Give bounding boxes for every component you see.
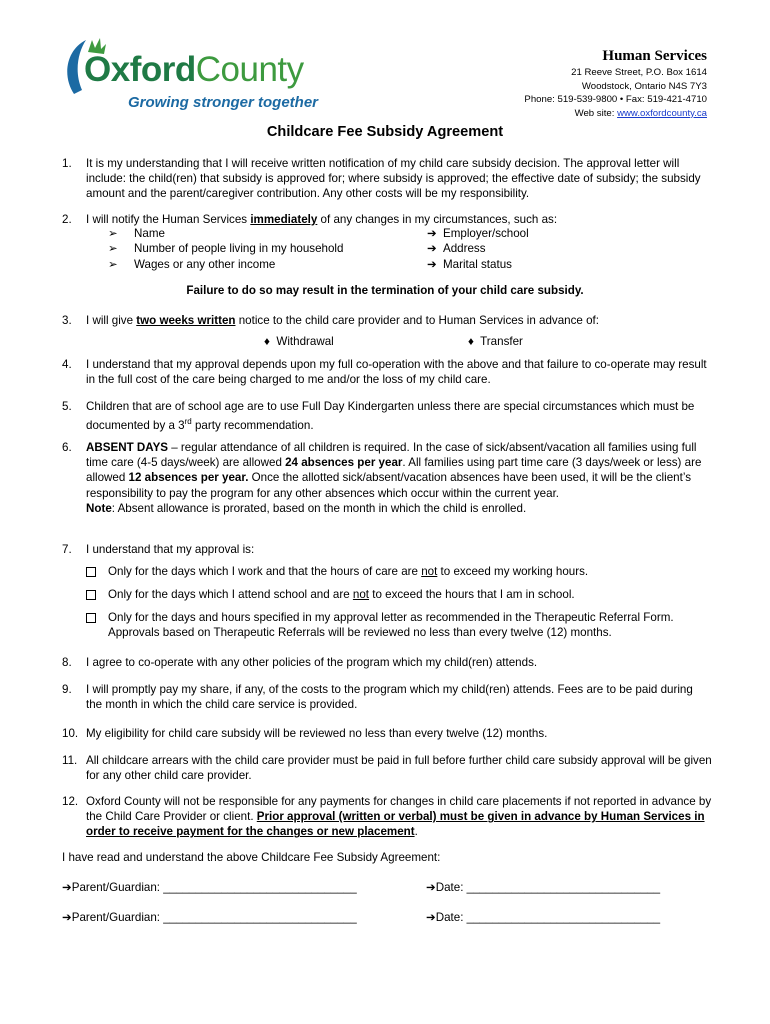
- clause-8: 8. I agree to co-operate with any other policies of the program which my child(ren) attends.: [62, 656, 538, 669]
- clause-11: 11. All childcare arrears with the child care provider must be paid in full before further child care subsidy approval will be given for any other child care provider.: [62, 754, 712, 783]
- clause-2-right-bullets: [427, 226, 529, 272]
- list-item: ➔ Address: [427, 242, 486, 256]
- checkbox[interactable]: [86, 613, 96, 623]
- checkbox[interactable]: [86, 590, 96, 600]
- parent-guardian-signature-1[interactable]: ➔Parent/Guardian: ______________________________: [62, 881, 357, 894]
- address-line-2: Woodstock, Ontario N4S 7Y3: [581, 80, 707, 92]
- address-line-1: 21 Reeve Street, P.O. Box 1614: [571, 67, 707, 78]
- termination-warning: Failure to do so may result in the termination of your child care subsidy.: [186, 284, 584, 297]
- clause-1: 1. It is my understanding that I will receive written notification of my child care subsidy decision. The approval letter will include: the child(ren) that subsidy is approved for; where subsidy is approved; the effective date of subsidy; the subsidy amount and the parent/caregiver contribution. Any other costs will be my responsibility.: [62, 157, 701, 201]
- checkbox[interactable]: [86, 567, 96, 577]
- arrow-bullet-icon: ➢: [108, 257, 118, 271]
- arrow-bullet-icon: ➔: [427, 227, 437, 240]
- department-name: Human Services: [602, 48, 707, 64]
- date-field-1[interactable]: ➔Date: ______________________________: [426, 881, 661, 894]
- list-item: ➔ Marital status: [427, 257, 512, 271]
- approval-option-therapeutic: Only for the days and hours specified in my approval letter as recommended in the Therapeutic Referral Form. Approvals based on Therapeutic Referrals will be reviewed no less than every twelve (12) months.: [86, 610, 712, 640]
- clause-12: 12. Oxford County will not be responsible for any payments for changes in child care placements if not reported in advance by the Child Care Provider or client. Prior approval (written or verbal) must be given in advance by Human Services in order to receive payment for the changes or new placement.: [62, 795, 712, 839]
- clause-9: 9. I will promptly pay my share, if any, of the costs to the program which my child(ren) attends. Fees are to be paid during the month in which the child care service is provided.: [62, 683, 693, 712]
- parent-guardian-signature-2[interactable]: ➔Parent/Guardian: ______________________________: [62, 911, 357, 924]
- arrow-bullet-icon: ➔: [427, 257, 437, 271]
- oxford-county-logo: [64, 32, 334, 116]
- option-withdrawal: ♦ Withdrawal: [264, 335, 334, 348]
- approval-option-work: Only for the days which I work and that the hours of care are not to exceed my working hours.: [86, 564, 712, 579]
- date-field-2[interactable]: ➔Date: ______________________________: [426, 911, 661, 924]
- clause-2: 2. I will notify the Human Services immediately of any changes in my circumstances, such as:: [62, 213, 558, 226]
- clause-4: 4. I understand that my approval depends upon my full co-operation with the above and that failure to co-operate may result in the full cost of the care being charged to me and/or the loss of my child care.: [62, 358, 707, 387]
- approval-option-school: Only for the days which I attend school and are not to exceed the hours that I am in school.: [86, 587, 712, 602]
- list-item: ➢ Name: [108, 227, 165, 240]
- website-link[interactable]: www.oxfordcounty.ca: [617, 107, 707, 119]
- phone-fax: Phone: 519-539-9800 • Fax: 519-421-4710: [524, 94, 707, 106]
- list-item: ➔ Employer/school: [427, 227, 529, 240]
- acknowledgement-text: I have read and understand the above Childcare Fee Subsidy Agreement:: [62, 851, 441, 864]
- list-item: ➢ Wages or any other income: [108, 257, 276, 271]
- contact-block: [524, 46, 707, 120]
- website-line: Web site: www.oxfordcounty.ca: [574, 107, 707, 119]
- page-title: Childcare Fee Subsidy Agreement: [266, 124, 504, 140]
- clause-3: 3. I will give two weeks written notice to the child care provider and to Human Services in advance of:: [62, 314, 599, 327]
- list-item: ➢ Number of people living in my household: [108, 242, 344, 256]
- diamond-icon: ♦: [468, 335, 474, 348]
- logo-wordmark: OxfordCounty: [84, 50, 304, 89]
- diamond-icon: ♦: [264, 335, 270, 348]
- arrow-bullet-icon: ➔: [427, 242, 437, 256]
- clause-6: 6. ABSENT DAYS – regular attendance of all children is required. In the case of sick/absent/vacation all families using full time care (4-5 days/week) are allowed 24 absences per year. All families using part time care (3 days/week or less) are allowed 12 absences per year. Once the allotted sick/absent/vacation absences have been used, it will be the client’s responsibility to pay the program for any other absences which occur within the current year. Note: Absent allowance is prorated, based on the month in which the child is enrolled.: [62, 441, 702, 515]
- clause-10: 10. My eligibility for child care subsidy will be reviewed no less than every twelve (12) months.: [62, 727, 548, 740]
- logo-tagline: Growing stronger together: [128, 94, 319, 111]
- option-transfer: ♦ Transfer: [468, 335, 523, 348]
- arrow-bullet-icon: ➢: [108, 227, 118, 240]
- clause-7: 7. I understand that my approval is:: [62, 543, 255, 556]
- arrow-bullet-icon: ➢: [108, 242, 118, 256]
- clause-5: 5. Children that are of school age are to use Full Day Kindergarten unless there are special circumstances which must be documented by a 3rd party recommendation.: [62, 400, 695, 433]
- clause-2-left-bullets: [108, 226, 343, 272]
